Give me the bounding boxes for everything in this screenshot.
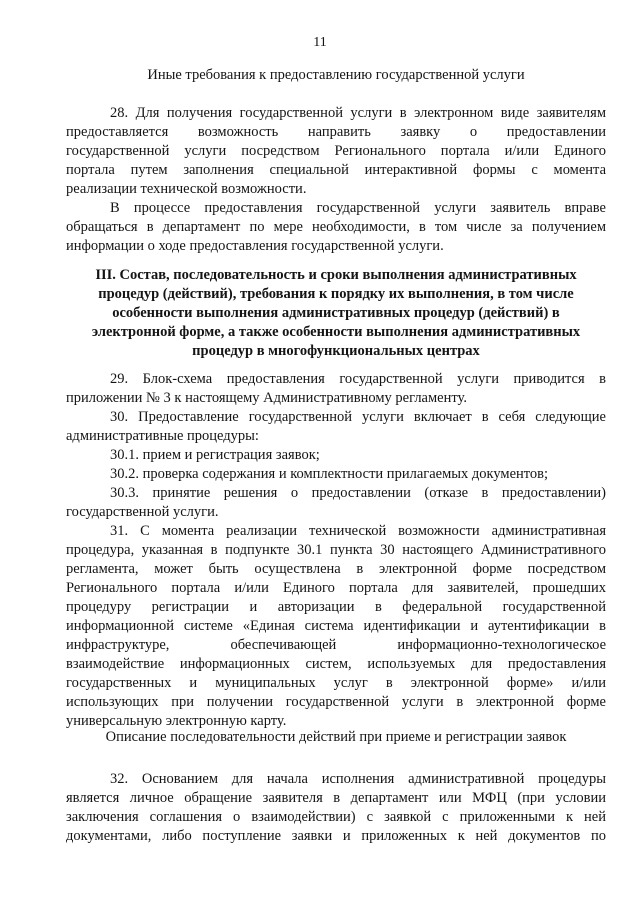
paragraph-line: информации о ходе предоставления государственной услуги. [66, 238, 444, 254]
paragraph-line: 29. Блок-схема предоставления государственной услуги приводится в [110, 371, 606, 387]
paragraph-line: 32. Основанием для начала исполнения административной процедуры [110, 771, 606, 787]
paragraph-line: взаимодействие информационных систем, используемых для предоставления [66, 656, 606, 672]
page-number: 11 [313, 35, 327, 50]
paragraph-29 [66, 370, 606, 408]
section-3-title-line: особенности выполнения административных процедур (действий) в [112, 305, 560, 321]
paragraph-line: 30.1. прием и регистрация заявок; [110, 447, 320, 463]
paragraph-line: использующих при получении государственной услуги в электронной форме [66, 694, 606, 710]
section-3-title-line: процедур (действий), требования к порядку их выполнения, в том числе [98, 286, 574, 302]
section-3-title-line: электронной форме, а также особенности выполнения административных [91, 324, 581, 340]
section-title-other-requirements: Иные требования к предоставлению государственной услуги [147, 67, 525, 83]
paragraph-line: государственной услуги. [66, 504, 219, 520]
paragraph-30-1 [66, 446, 606, 465]
paragraph-line: документами, либо поступление заявки и приложенных к ней документов по [66, 828, 606, 844]
paragraph-28 [66, 104, 606, 199]
paragraph-line: является личное обращение заявителя в департамент или МФЦ (при условии [66, 790, 606, 806]
paragraph-line: процедура, указанная в подпункте 30.1 пункта 30 настоящего Административного [66, 542, 606, 558]
paragraph-line: 30.2. проверка содержания и комплектности прилагаемых документов; [110, 466, 549, 482]
paragraph-line: 30.3. принятие решения о предоставлении (отказе в предоставлении) [110, 485, 606, 501]
section-3-title-line: III. Состав, последовательность и сроки выполнения административных [95, 267, 577, 283]
paragraph-30 [66, 408, 606, 446]
paragraph-line: государственной услуги посредством Регионального портала и/или Единого [66, 143, 606, 159]
paragraph-28-continued [66, 199, 606, 256]
subsection-title-reception: Описание последовательности действий при приеме и регистрации заявок [105, 729, 567, 745]
paragraph-line: информационной системе «Единая система идентификации и аутентификации в [66, 618, 606, 634]
section-3-title [66, 266, 606, 361]
paragraph-line: обращаться в департамент по мере необходимости, в том числе за получением [66, 219, 606, 235]
paragraph-line: универсальную электронную карту. [66, 713, 287, 729]
paragraph-line: заключения соглашения о взаимодействии) с заявкой с приложенными к ней [66, 809, 606, 825]
paragraph-line: реализации технической возможности. [66, 181, 307, 197]
paragraph-line: портала путем заполнения специальной интерактивной формы с момента [66, 162, 606, 178]
paragraph-line: 31. С момента реализации технической возможности административная [110, 523, 606, 539]
paragraph-line: административные процедуры: [66, 428, 259, 444]
paragraph-31 [66, 522, 606, 731]
paragraph-30-3 [66, 484, 606, 522]
paragraph-line: Регионального портала и/или Единого портала для заявителей, прошедших [66, 580, 606, 596]
paragraph-line: В процессе предоставления государственной услуги заявитель вправе [110, 200, 606, 216]
paragraph-line: государственных и муниципальных услуг в электронной форме» и/или [66, 675, 606, 691]
paragraph-30-2 [66, 465, 606, 484]
paragraph-line: предоставляется возможность направить заявку о предоставлении [66, 124, 606, 140]
paragraph-line: приложении № 3 к настоящему Административному регламенту. [66, 390, 467, 406]
paragraph-line: 30. Предоставление государственной услуги включает в себя следующие [110, 409, 606, 425]
paragraph-32 [66, 770, 606, 846]
paragraph-line: инфраструктуре, обеспечивающей информационно-технологическое [66, 637, 606, 653]
section-3-title-line: процедур в многофункциональных центрах [192, 343, 480, 359]
paragraph-line: 28. Для получения государственной услуги в электронном виде заявителям [110, 105, 606, 121]
paragraph-line: процедуру регистрации и авторизации в федеральной государственной [66, 599, 606, 615]
paragraph-line: регламента, может быть осуществлена в электронной форме посредством [66, 561, 606, 577]
